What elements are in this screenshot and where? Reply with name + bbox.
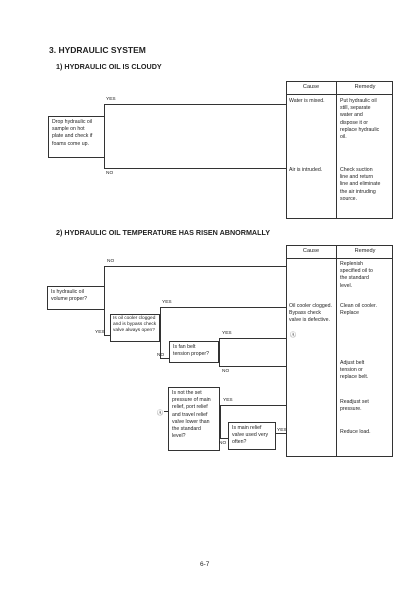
s2-remedy-5: Reduce load. xyxy=(340,429,371,435)
s2-remedy-4: Readjust set pressure. xyxy=(340,399,369,413)
s1-check-box: Drop hydraulic oil sample on hot plate and check if foams come up. xyxy=(48,116,105,158)
s2-q3-no-label: NO xyxy=(222,369,230,374)
s1-yes-line xyxy=(104,104,286,105)
s2-q2-box: Is oil cooler clogged and is bypass check valve always open? xyxy=(110,314,160,342)
s2-q1-no-line xyxy=(104,266,286,267)
s1-cause-1: Water is mixed. xyxy=(289,98,325,104)
s2-remedy-2: Clean oil cooler. Replace xyxy=(340,303,377,317)
s2-circle-a-table: Ⓐ xyxy=(290,333,297,339)
s2-remedy-3: Adjust belt tension or replace belt. xyxy=(340,360,369,381)
s1-remedy-1: Put hydraulic oil still, separate water and dispose it or replace hydraulic oil. xyxy=(340,98,380,141)
s2-remedy-1: Replenish specified oil to the standard level. xyxy=(340,261,373,289)
page-number: 6-7 xyxy=(200,561,210,568)
s1-branch-line xyxy=(104,104,105,168)
s1-remedy-header: Remedy xyxy=(354,84,376,90)
s2-q1-box: Is hydraulic oil volume proper? xyxy=(47,286,105,310)
s2-cause-2: Oil cooler clogged. Bypass check valve is defective. xyxy=(289,303,332,324)
s2-q3-branch-line xyxy=(219,338,220,366)
subsection-1-title: 1) HYDRAULIC OIL IS CLOUDY xyxy=(56,62,162,71)
s2-q3-yes-label: YES xyxy=(222,331,232,336)
s2-remedy-header: Remedy xyxy=(354,248,376,254)
s2-q4-no-line xyxy=(220,438,228,439)
s2-q1-no-label: NO xyxy=(107,259,115,264)
s1-cause-header: Cause xyxy=(302,84,320,90)
s2-q4-yes-line xyxy=(220,405,286,406)
s2-q3-no-line xyxy=(219,366,286,367)
section-heading: 3. HYDRAULIC SYSTEM xyxy=(49,45,146,55)
s2-table-header-rule xyxy=(286,258,393,259)
s1-table-column-divider xyxy=(336,81,337,219)
s2-q2-yes-line xyxy=(160,307,286,308)
s2-q3-box: Is fan belt tension proper? xyxy=(169,341,219,363)
s2-q1-yes-label: YES xyxy=(95,330,105,335)
s2-q1-branch-line xyxy=(104,266,105,336)
s2-q5-box: Is main relief valve used very often? xyxy=(228,422,276,450)
s2-circle-a-flow: Ⓐ xyxy=(157,411,164,417)
s1-no-line xyxy=(104,168,286,169)
s1-cause-2: Air is intruded. xyxy=(289,167,323,173)
s1-no-label: NO xyxy=(106,171,114,176)
s2-q2-yes-label: YES xyxy=(162,300,172,305)
s2-cause-header: Cause xyxy=(302,248,320,254)
s1-yes-label: YES xyxy=(106,97,116,102)
s1-table-header-rule xyxy=(286,94,393,95)
s1-remedy-2: Check suction line and return line and eliminate the air intruding source. xyxy=(340,167,381,202)
s2-q4-branch-line xyxy=(220,405,221,438)
s2-table-column-divider xyxy=(336,245,337,457)
subsection-2-title: 2) HYDRAULIC OIL TEMPERATURE HAS RISEN ABNORMALLY xyxy=(56,228,271,237)
s2-q4-box: Is not the set pressure of main relief, port relief and travel relief valve lower than the standard level? xyxy=(168,387,220,451)
s2-q2-branch-line xyxy=(160,307,161,359)
s2-q5-yes-label: YES xyxy=(277,428,287,433)
s2-q4-no-label: NO xyxy=(219,441,227,446)
s2-q4-yes-label: YES xyxy=(223,398,233,403)
s2-q2-no-label: NO xyxy=(157,353,165,358)
s2-q3-yes-line xyxy=(219,338,286,339)
